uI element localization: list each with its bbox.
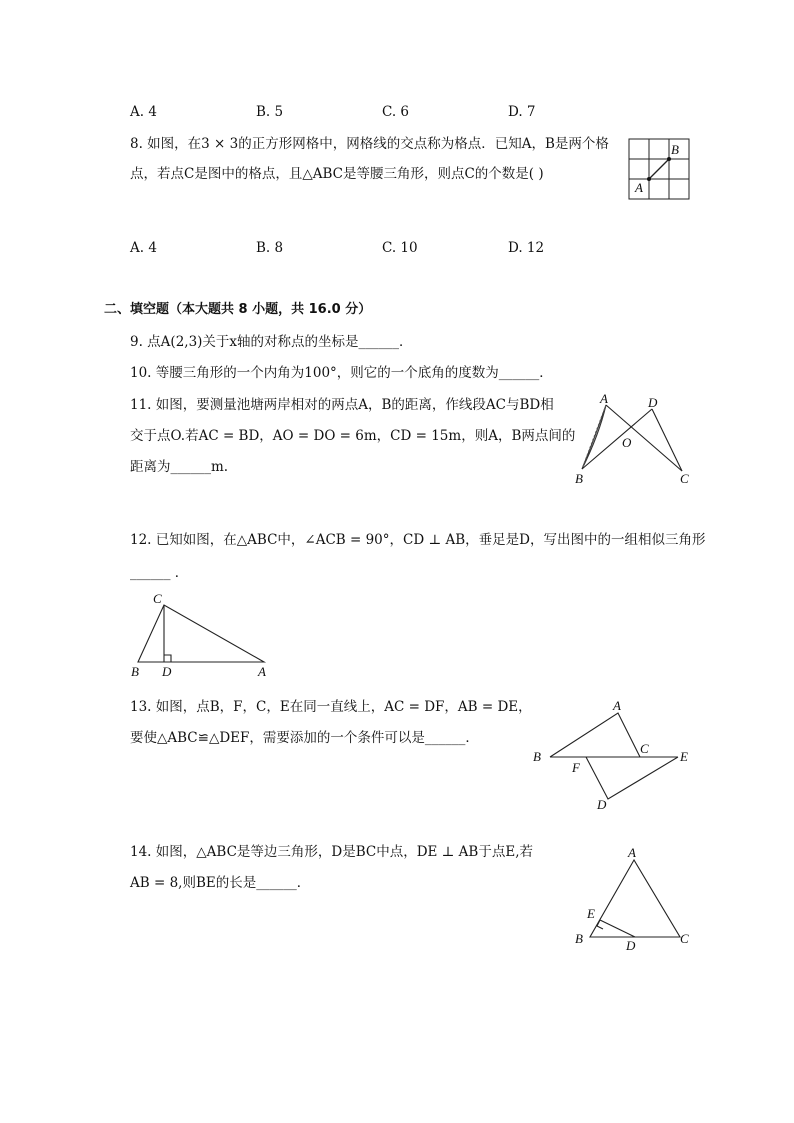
q8-option-c: C. 10 [382, 240, 418, 256]
q7-option-b: B. 5 [256, 104, 284, 120]
q12-right-triangle-figure [128, 590, 278, 682]
triangle-abc [550, 713, 640, 757]
label-b: B [671, 142, 679, 157]
label-a: A [258, 664, 266, 679]
label-b: B [533, 749, 541, 764]
q7-option-a: A. 4 [130, 104, 157, 120]
label-d: D [626, 938, 636, 953]
q13-text-line2: 要使△ABC≌△DEF，需要添加的一个条件可以是______． [130, 730, 479, 746]
q8-text-line1: 8. 如图，在3 × 3的正方形网格中，网格线的交点称为格点．已知A，B是两个格 [130, 136, 609, 152]
label-a: A [600, 391, 608, 406]
label-d: D [597, 797, 607, 812]
right-angle-mark [164, 655, 171, 662]
point-b [667, 157, 671, 161]
label-d: D [648, 395, 658, 410]
q14-text-line1: 14. 如图，△ABC是等边三角形，D是BC中点，DE ⊥ AB于点E,若 [130, 844, 533, 860]
q11-text-line2: 交于点O.若AC = BD，AO = DO = 6m，CD = 15m，则A，B两点间的 [130, 428, 576, 444]
q11-text-line3: 距离为______m. [130, 459, 229, 475]
q14-text-line2: AB = 8,则BE的长是______． [130, 875, 311, 891]
label-f: F [572, 760, 580, 775]
q11-text-line1: 11. 如图，要测量池塘两岸相对的两点A，B的距离，作线段AC与BD相 [130, 397, 554, 413]
label-c: C [640, 741, 649, 756]
label-o: O [622, 435, 632, 450]
label-b: B [131, 664, 139, 679]
segment-cd [652, 409, 682, 471]
q11-pond-figure [570, 391, 700, 490]
label-a: A [613, 698, 621, 713]
q13-text-line1: 13. 如图，点B，F，C，E在同一直线上，AC = DF，AB = DE， [130, 699, 532, 715]
label-a: A [628, 845, 636, 860]
label-a: A [635, 180, 643, 195]
q8-option-b: B. 8 [256, 240, 284, 256]
label-c: C [680, 471, 689, 486]
label-d: D [162, 664, 172, 679]
q13-congruent-triangles-figure [528, 695, 698, 815]
label-b: B [575, 931, 583, 946]
triangle-abc [590, 860, 680, 937]
q12-text-line1: 12. 已知如图，在△ABC中，∠ACB = 90°，CD ⊥ AB，垂足是D，写出图中的一组相似三角形 [130, 532, 706, 548]
q7-option-d: D. 7 [508, 104, 536, 120]
q8-option-a: A. 4 [130, 240, 157, 256]
segment-ab [649, 159, 669, 179]
q10-text: 10. 等腰三角形的一个内角为100°，则它的一个底角的度数为______． [130, 365, 553, 381]
triangle-abc [138, 605, 264, 662]
point-a [647, 177, 651, 181]
label-b: B [575, 471, 583, 486]
q7-option-c: C. 6 [382, 104, 410, 120]
label-c: C [153, 591, 162, 606]
q8-option-d: D. 12 [508, 240, 545, 256]
label-e: E [680, 749, 688, 764]
triangle-def [586, 757, 678, 799]
label-e: E [587, 906, 595, 921]
q8-grid-figure [628, 138, 690, 200]
segment-de [600, 920, 635, 937]
q12-text-line2: ______ ． [130, 565, 189, 581]
label-c: C [680, 931, 689, 946]
q8-text-line2: 点，若点C是图中的格点，且△ABC是等腰三角形，则点C的个数是( ) [130, 166, 544, 182]
q9-text: 9. 点A(2,3)关于x轴的对称点的坐标是______． [130, 334, 413, 350]
q14-equilateral-triangle-figure [570, 845, 700, 955]
section2-title: 二、填空题（本大题共 8 小题，共 16.0 分） [104, 302, 372, 317]
segment-bd [582, 409, 652, 469]
